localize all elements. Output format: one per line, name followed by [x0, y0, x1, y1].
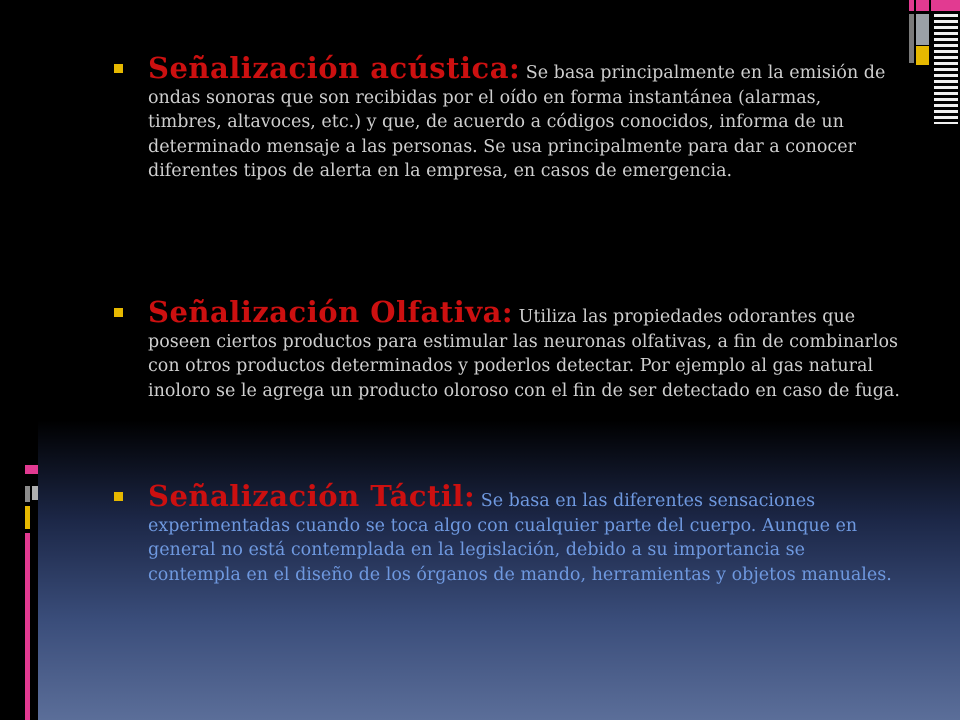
item-text: Se basa en las diferentes sensaciones experimentadas cuando se toca algo con cualquier parte del cuerpo. Aunque en general no está contemplada en la legislación, debido a su importancia se contempla en el diseño de los órganos de mando, herramientas y objetos manuales.	[148, 491, 892, 585]
square-bullet-icon	[114, 64, 123, 73]
bullet-item-olfativa	[148, 295, 900, 403]
square-bullet-icon	[114, 492, 123, 501]
item-text: Se basa principalmente en la emisión de ondas sonoras que son recibidas por el oído en forma instantánea (alarmas, timbres, altavoces, etc.) y que, de acuerdo a códigos conocidos, informa de un determinado mensaje a las personas. Se usa principalmente para dar a conocer diferentes tipos de alerta en la empresa, en casos de emergencia.	[148, 63, 886, 182]
bullet-item-acustica	[148, 51, 900, 184]
item-heading: Señalización acústica:	[148, 51, 521, 85]
item-text: Utiliza las propiedades odorantes que poseen ciertos productos para estimular las neuronas olfativas, a fin de combinarlos con otros productos determinados y poderlos detectar. Por ejemplo al gas natural inoloro se le agrega un producto oloroso con el fin de ser detectado en caso de fuga.	[148, 307, 900, 401]
square-bullet-icon	[114, 308, 123, 317]
bullet-item-tactil	[148, 479, 900, 587]
item-heading: Señalización Olfativa:	[148, 295, 514, 329]
item-heading: Señalización Táctil:	[148, 479, 476, 513]
